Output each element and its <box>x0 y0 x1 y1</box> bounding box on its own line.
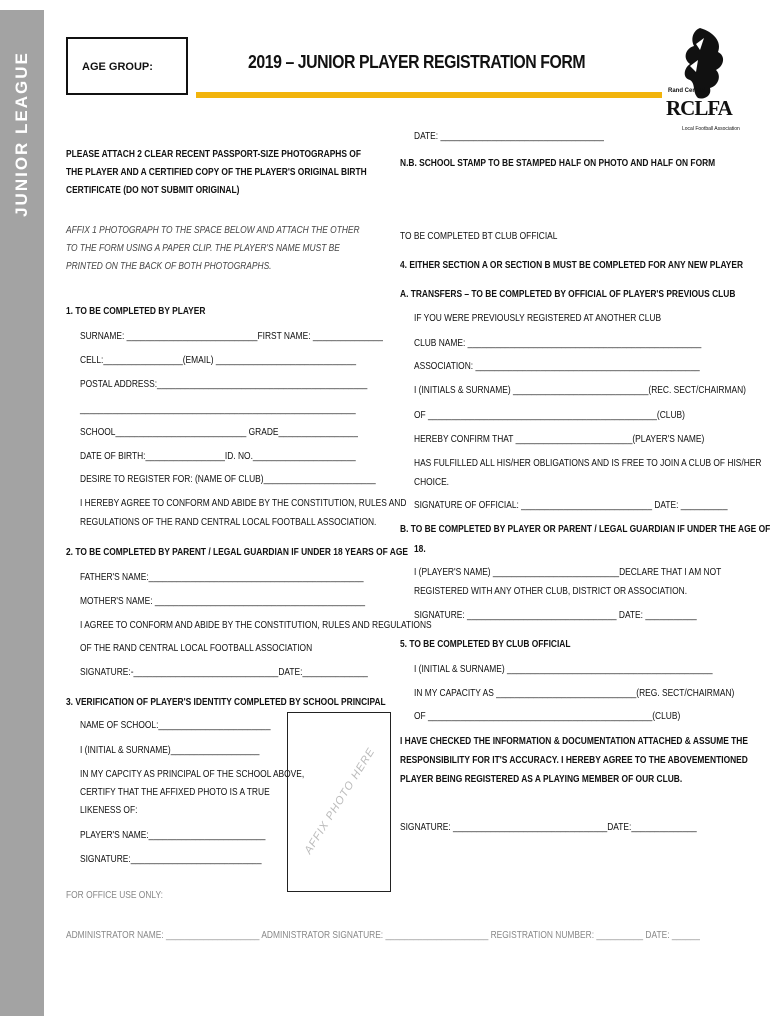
sidebar-label: JUNIOR LEAGUE <box>12 51 31 217</box>
guardian-agreement-line-1: I AGREE TO CONFORM AND ABIDE BY THE CONSTITUTION, RULES AND REGULATIONS <box>80 620 432 631</box>
responsibility-statement-1: I HAVE CHECKED THE INFORMATION & DOCUMENTATION ATTACHED & ASSUME THE <box>400 736 748 747</box>
section-1-title: 1. TO BE COMPLETED BY PLAYER <box>66 306 206 317</box>
principal-name-field[interactable]: I (INITIAL & SURNAME)___________________ <box>80 745 260 756</box>
player-agreement-line-1: I HEREBY AGREE TO CONFORM AND ABIDE BY THE CONSTITUTION, RULES AND <box>80 498 407 509</box>
declaration-statement: REGISTERED WITH ANY OTHER CLUB, DISTRICT OR ASSOCIATION. <box>414 586 688 597</box>
principal-statement-1: IN MY CAPCITY AS PRINCIPAL OF THE SCHOOL ABOVE, <box>80 769 305 780</box>
school-stamp-note: N.B. SCHOOL STAMP TO BE STAMPED HALF ON PHOTO AND HALF ON FORM <box>400 158 716 169</box>
affix-photo-label: AFFIX PHOTO HERE <box>302 745 378 857</box>
confirm-player-field[interactable]: HEREBY CONFIRM THAT _________________________(PLAYER'S NAME) <box>414 434 705 445</box>
section-b-title-cont: 18. <box>414 544 426 555</box>
date-field[interactable]: DATE: ___________________________________ <box>414 131 604 142</box>
club-official-initials-field[interactable]: I (INITIAL & SURNAME) ____________________________________________ <box>414 664 713 675</box>
section-a-title: A. TRANSFERS – TO BE COMPLETED BY OFFICIAL OF PLAYER'S PREVIOUS CLUB <box>400 289 736 300</box>
age-group-box[interactable]: AGE GROUP: <box>66 37 188 95</box>
desired-club-field[interactable]: DESIRE TO REGISTER FOR: (NAME OF CLUB)________________________ <box>80 474 376 485</box>
office-use-title: FOR OFFICE USE ONLY: <box>66 890 163 901</box>
form-title: 2019 – JUNIOR PLAYER REGISTRATION FORM <box>248 52 586 72</box>
players-name-field[interactable]: PLAYER'S NAME:_________________________ <box>80 830 266 841</box>
declaration-field[interactable]: I (PLAYER'S NAME) ___________________________DECLARE THAT I AM NOT <box>414 567 722 578</box>
section-b-title: B. TO BE COMPLETED BY PLAYER OR PARENT / LEGAL GUARDIAN IF UNDER THE AGE OF <box>400 524 770 535</box>
responsibility-statement-2: RESPONSIBILITY FOR IT'S ACCURACY. I HEREBY AGREE TO THE ABOVEMENTIONED <box>400 755 748 766</box>
postal-address-line-2[interactable]: ___________________________________________________________ <box>80 404 356 415</box>
obligations-statement-1: HAS FULFILLED ALL HIS/HER OBLIGATIONS AND IS FREE TO JOIN A CLUB OF HIS/HER <box>414 458 762 469</box>
official-signature-field[interactable]: SIGNATURE OF OFFICIAL: ____________________________ DATE: __________ <box>414 500 728 511</box>
principal-statement-3: LIKENESS OF: <box>80 805 138 816</box>
obligations-statement-2: CHOICE. <box>414 477 450 488</box>
section-4-title: 4. EITHER SECTION A OR SECTION B MUST BE COMPLETED FOR ANY NEW PLAYER <box>400 260 744 271</box>
office-use-fields[interactable]: ADMINISTRATOR NAME: ____________________ ADMINISTRATOR SIGNATURE: ______________________ REGISTRATION NUMBER: __________ DATE: ______ <box>66 930 700 941</box>
logo-top-text: Rand Central <box>668 88 706 94</box>
attach-instructions: PLEASE ATTACH 2 CLEAR RECENT PASSPORT-SIZE PHOTOGRAPHS OF THE PLAYER AND A CERTIFIED COPY OF THE PLAYER'S ORIGINAL BIRTH CERTIFICATE (DO NOT SUBMIT ORIGINAL) <box>66 149 367 196</box>
responsibility-statement-3: PLAYER BEING REGISTERED AS A PLAYING MEMBER OF OUR CLUB. <box>400 774 683 785</box>
surname-firstname-field[interactable]: SURNAME: ____________________________FIRST NAME: _______________ <box>80 331 383 342</box>
logo-name: RCLFA <box>666 96 732 120</box>
section-5-title: 5. TO BE COMPLETED BY CLUB OFFICIAL <box>400 639 571 650</box>
previous-club-note: IF YOU WERE PREVIOUSLY REGISTERED AT ANOTHER CLUB <box>414 313 662 324</box>
section-3-title: 3. VERIFICATION OF PLAYER'S IDENTITY COMPLETED BY SCHOOL PRINCIPAL <box>66 697 386 708</box>
mothers-name-field[interactable]: MOTHER'S NAME: _____________________________________________ <box>80 596 366 607</box>
dob-id-field[interactable]: DATE OF BIRTH:_________________ID. NO.______________________ <box>80 451 356 462</box>
player-agreement-line-2: REGULATIONS OF THE RAND CENTRAL LOCAL FOOTBALL ASSOCIATION. <box>80 517 377 528</box>
affix-instructions: AFFIX 1 PHOTOGRAPH TO THE SPACE BELOW AND ATTACH THE OTHER TO THE FORM USING A PAPER CLIP. THE PLAYER'S NAME MUST BE PRINTED ON THE BACK OF BOTH PHOTOGRAPHS. <box>66 225 360 272</box>
logo-subtitle: Local Football Association <box>682 126 740 132</box>
rclfa-logo <box>660 26 740 142</box>
club-name-field[interactable]: CLUB NAME: __________________________________________________ <box>414 338 702 349</box>
club-field[interactable]: OF ________________________________________________(CLUB) <box>414 711 681 722</box>
declaration-signature-field[interactable]: SIGNATURE: ________________________________ DATE: ___________ <box>414 610 697 621</box>
cell-email-field[interactable]: CELL:_________________(EMAIL) ______________________________ <box>80 355 357 366</box>
capacity-field[interactable]: IN MY CAPACITY AS ______________________________(REG. SECT/CHAIRMAN) <box>414 688 735 699</box>
principal-statement-2: CERTIFY THAT THE AFFIXED PHOTO IS A TRUE <box>80 787 270 798</box>
postal-address-field[interactable]: POSTAL ADDRESS:_____________________________________________ <box>80 379 368 390</box>
official-club-field[interactable]: OF _________________________________________________(CLUB) <box>414 410 685 421</box>
official-initials-field[interactable]: I (INITIALS & SURNAME) _____________________________(REC. SECT/CHAIRMAN) <box>414 385 746 396</box>
club-official-signature-field[interactable]: SIGNATURE: _________________________________DATE:______________ <box>400 822 697 833</box>
guardian-agreement-line-2: OF THE RAND CENTRAL LOCAL FOOTBALL ASSOCIATION <box>80 643 313 654</box>
guardian-signature-field[interactable]: SIGNATURE:-_______________________________DATE:______________ <box>80 667 368 678</box>
school-grade-field[interactable]: SCHOOL____________________________ GRADE_________________ <box>80 427 358 438</box>
school-name-field[interactable]: NAME OF SCHOOL:________________________ <box>80 720 271 731</box>
header-rule <box>196 92 662 98</box>
principal-signature-field[interactable]: SIGNATURE:____________________________ <box>80 854 262 865</box>
association-field[interactable]: ASSOCIATION: ________________________________________________ <box>414 361 700 372</box>
section-2-title: 2. TO BE COMPLETED BY PARENT / LEGAL GUARDIAN IF UNDER 18 YEARS OF AGE <box>66 547 408 558</box>
club-official-note: TO BE COMPLETED BT CLUB OFFICIAL <box>400 231 558 242</box>
fathers-name-field[interactable]: FATHER'S NAME:______________________________________________ <box>80 572 364 583</box>
